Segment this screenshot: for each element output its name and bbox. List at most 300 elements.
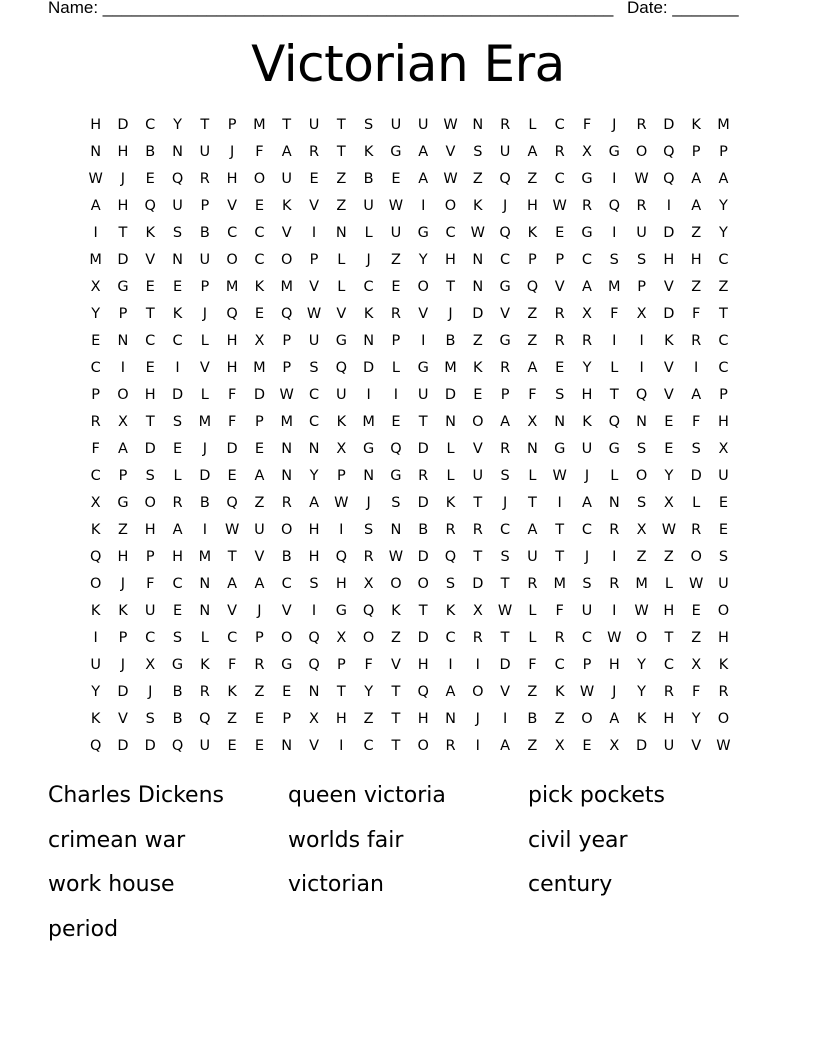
grid-letter: X <box>90 495 101 511</box>
grid-letter: I <box>612 333 617 349</box>
grid-letter: S <box>500 549 510 565</box>
grid-letter: Q <box>308 630 320 646</box>
grid-row <box>82 140 737 167</box>
grid-letter: X <box>254 333 265 349</box>
grid-letter: N <box>172 252 183 268</box>
grid-letter: V <box>336 306 347 322</box>
grid-letter: W <box>470 225 485 241</box>
grid-letter: R <box>554 333 565 349</box>
grid-letter: T <box>473 549 483 565</box>
grid-letter: S <box>555 387 565 403</box>
grid-letter: P <box>200 198 210 214</box>
grid-letter: C <box>90 360 101 376</box>
grid-letter: D <box>117 684 129 700</box>
grid-letter: Y <box>582 360 592 376</box>
grid-letter: J <box>612 684 617 700</box>
grid-letter: K <box>582 414 592 430</box>
grid-letter: L <box>692 495 701 511</box>
grid-letter: P <box>118 630 128 646</box>
grid-letter: E <box>691 603 701 619</box>
grid-letter: V <box>663 360 674 376</box>
grid-letter: K <box>445 603 456 619</box>
word-list-item: civil year <box>528 827 628 853</box>
grid-letter: T <box>391 684 401 700</box>
grid-letter: E <box>254 711 265 727</box>
grid-letter: X <box>90 279 101 295</box>
grid-row <box>82 518 737 545</box>
grid-letter: S <box>172 414 183 430</box>
grid-letter: P <box>145 549 155 565</box>
grid-letter: R <box>199 171 210 187</box>
grid-letter: J <box>502 495 508 511</box>
grid-letter: K <box>391 603 401 619</box>
grid-letter: A <box>527 144 538 160</box>
grid-letter: E <box>254 306 265 322</box>
grid-letter: M <box>608 279 621 295</box>
grid-letter: L <box>173 468 182 484</box>
grid-letter: S <box>364 117 374 133</box>
grid-letter: Q <box>89 738 102 754</box>
grid-letter: V <box>472 441 483 457</box>
grid-letter: C <box>281 576 292 592</box>
grid-letter: X <box>117 414 128 430</box>
grid-letter: E <box>172 279 183 295</box>
grid-letter: R <box>718 684 729 700</box>
grid-letter: L <box>337 279 346 295</box>
grid-letter: X <box>336 630 347 646</box>
grid-letter: I <box>694 360 699 376</box>
grid-letter: Z <box>472 333 483 349</box>
grid-letter: W <box>88 171 103 187</box>
grid-letter: P <box>118 306 128 322</box>
grid-letter: H <box>718 414 729 430</box>
grid-letter: G <box>581 171 593 187</box>
grid-letter: T <box>145 306 155 322</box>
grid-letter: G <box>390 468 402 484</box>
grid-letter: N <box>445 414 456 430</box>
grid-letter: N <box>281 738 293 754</box>
grid-row <box>82 707 737 734</box>
grid-letter: W <box>334 495 349 511</box>
grid-letter: C <box>581 522 593 538</box>
grid-letter: C <box>254 225 265 241</box>
grid-letter: N <box>335 225 347 241</box>
grid-letter: I <box>639 333 644 349</box>
grid-letter: D <box>117 252 129 268</box>
grid-letter: N <box>90 144 102 160</box>
grid-letter: H <box>117 144 129 160</box>
grid-letter: I <box>502 711 508 727</box>
grid-letter: V <box>663 279 674 295</box>
grid-letter: S <box>636 252 647 268</box>
grid-letter: G <box>417 225 429 241</box>
date-field-label: Date: _______ <box>627 0 739 17</box>
grid-letter: L <box>337 252 346 268</box>
grid-letter: R <box>472 522 483 538</box>
grid-letter: X <box>145 657 156 673</box>
grid-row <box>82 167 737 194</box>
grid-letter: T <box>391 738 401 754</box>
grid-letter: K <box>691 117 701 133</box>
grid-letter: A <box>527 522 538 538</box>
grid-letter: C <box>308 414 320 430</box>
grid-letter: J <box>584 468 590 484</box>
grid-letter: H <box>526 198 538 214</box>
grid-letter: G <box>499 279 511 295</box>
header <box>48 0 739 18</box>
grid-letter: B <box>281 549 292 565</box>
grid-letter: Q <box>171 738 184 754</box>
grid-letter: H <box>690 252 702 268</box>
grid-letter: L <box>391 360 400 376</box>
grid-letter: Y <box>309 468 319 484</box>
grid-letter: E <box>718 522 729 538</box>
grid-letter: E <box>582 738 592 754</box>
grid-letter: I <box>175 360 180 376</box>
grid-letter: I <box>475 738 480 754</box>
grid-letter: H <box>335 576 347 592</box>
grid-letter: V <box>390 657 401 673</box>
grid-letter: T <box>118 225 128 241</box>
grid-letter: Q <box>444 549 457 565</box>
grid-letter: U <box>199 144 211 160</box>
grid-letter: C <box>363 279 374 295</box>
grid-letter: L <box>528 117 537 133</box>
grid-letter: O <box>472 414 484 430</box>
grid-letter: T <box>446 279 455 295</box>
grid-letter: B <box>363 171 374 187</box>
grid-letter: A <box>172 522 183 538</box>
grid-letter: D <box>690 468 702 484</box>
grid-letter: D <box>171 387 184 403</box>
grid-row <box>82 572 737 599</box>
grid-letter: S <box>609 252 619 268</box>
grid-letter: S <box>309 360 319 376</box>
grid-letter: Z <box>390 630 401 646</box>
grid-letter: O <box>472 684 484 700</box>
grid-letter: G <box>608 441 620 457</box>
grid-letter: V <box>500 684 511 700</box>
grid-letter: C <box>363 738 374 754</box>
grid-letter: V <box>227 603 238 619</box>
grid-letter: H <box>117 549 129 565</box>
grid-letter: F <box>692 306 701 322</box>
grid-letter: S <box>691 441 701 457</box>
grid-letter: K <box>118 603 128 619</box>
grid-letter: B <box>172 711 183 727</box>
grid-letter: N <box>199 603 211 619</box>
grid-letter: T <box>418 603 428 619</box>
grid-letter: U <box>718 576 729 592</box>
grid-row <box>82 221 737 248</box>
grid-letter: C <box>581 252 593 268</box>
grid-letter: R <box>554 306 565 322</box>
grid-letter: R <box>581 333 593 349</box>
grid-letter: V <box>199 360 210 376</box>
grid-letter: H <box>445 252 456 268</box>
grid-letter: X <box>691 657 702 673</box>
grid-letter: V <box>445 144 456 160</box>
grid-letter: S <box>172 630 183 646</box>
grid-letter: Y <box>173 117 182 133</box>
grid-letter: W <box>388 198 404 214</box>
grid-letter: R <box>445 522 456 538</box>
grid-letter: Z <box>527 306 538 322</box>
grid-letter: P <box>282 360 292 376</box>
grid-letter: U <box>172 198 183 214</box>
grid-letter: Y <box>691 711 701 727</box>
grid-letter: H <box>663 252 675 268</box>
grid-letter: P <box>336 657 346 673</box>
grid-letter: G <box>335 603 347 619</box>
grid-letter: N <box>526 441 538 457</box>
grid-letter: P <box>309 252 319 268</box>
grid-letter: S <box>500 468 510 484</box>
grid-letter: D <box>663 225 675 241</box>
grid-letter: N <box>308 684 320 700</box>
grid-letter: U <box>527 549 538 565</box>
grid-letter: X <box>609 738 620 754</box>
grid-letter: K <box>145 225 155 241</box>
grid-row <box>82 680 737 707</box>
grid-row <box>82 734 737 761</box>
grid-letter: Q <box>171 171 184 187</box>
grid-letter: T <box>200 117 210 133</box>
grid-letter: L <box>200 387 209 403</box>
grid-letter: Y <box>91 684 101 700</box>
grid-letter: C <box>554 117 565 133</box>
grid-letter: W <box>224 522 240 538</box>
grid-letter: I <box>421 198 426 214</box>
grid-letter: R <box>500 441 511 457</box>
grid-letter: Z <box>472 171 483 187</box>
grid-letter: N <box>281 441 293 457</box>
grid-letter: O <box>144 495 156 511</box>
grid-letter: H <box>117 198 129 214</box>
grid-letter: F <box>91 441 100 457</box>
grid-letter: C <box>227 225 238 241</box>
grid-letter: P <box>91 387 101 403</box>
grid-letter: P <box>200 279 210 295</box>
grid-letter: E <box>227 468 237 484</box>
grid-letter: R <box>500 360 511 376</box>
grid-letter: I <box>339 738 344 754</box>
grid-letter: A <box>527 360 538 376</box>
grid-letter: E <box>391 414 401 430</box>
grid-letter: U <box>499 144 511 160</box>
grid-letter: F <box>227 657 237 673</box>
grid-letter: A <box>117 441 128 457</box>
grid-letter: J <box>202 306 207 322</box>
grid-letter: Z <box>636 549 647 565</box>
grid-letter: J <box>120 576 126 592</box>
grid-letter: R <box>390 306 401 322</box>
grid-letter: N <box>390 522 402 538</box>
grid-letter: Q <box>417 684 429 700</box>
grid-letter: W <box>443 171 458 187</box>
grid-row <box>82 248 737 275</box>
word-list-item: worlds fair <box>288 827 404 853</box>
grid-letter: Z <box>254 684 265 700</box>
grid-letter: E <box>254 738 265 754</box>
grid-letter: G <box>171 657 184 673</box>
grid-letter: O <box>444 198 457 214</box>
grid-letter: I <box>639 360 644 376</box>
grid-letter: H <box>226 171 238 187</box>
grid-letter: X <box>718 441 729 457</box>
grid-letter: G <box>117 495 129 511</box>
grid-letter: F <box>528 657 537 673</box>
grid-letter: H <box>417 657 429 673</box>
grid-letter: T <box>418 414 428 430</box>
grid-letter: E <box>473 387 483 403</box>
grid-letter: E <box>555 225 565 241</box>
grid-letter: Y <box>664 468 674 484</box>
grid-letter: Q <box>499 171 511 187</box>
grid-letter: F <box>555 603 564 619</box>
grid-letter: H <box>226 333 238 349</box>
grid-letter: Q <box>308 657 320 673</box>
grid-letter: L <box>664 576 673 592</box>
grid-letter: K <box>336 414 347 430</box>
grid-letter: T <box>391 711 401 727</box>
grid-letter: U <box>581 603 593 619</box>
grid-letter: O <box>253 171 266 187</box>
grid-letter: R <box>581 198 593 214</box>
grid-letter: X <box>582 144 592 160</box>
grid-letter: O <box>281 522 293 538</box>
grid-letter: T <box>500 630 510 646</box>
grid-letter: Q <box>635 387 648 403</box>
grid-letter: R <box>363 549 374 565</box>
grid-letter: W <box>579 684 595 700</box>
grid-letter: A <box>691 171 702 187</box>
grid-letter: W <box>443 117 458 133</box>
grid-row <box>82 383 737 410</box>
grid-letter: D <box>417 441 429 457</box>
grid-letter: S <box>582 576 592 592</box>
grid-letter: V <box>281 603 292 619</box>
grid-letter: P <box>637 279 646 295</box>
grid-letter: T <box>227 549 237 565</box>
grid-letter: K <box>554 684 565 700</box>
grid-letter: E <box>391 279 401 295</box>
grid-letter: P <box>691 144 701 160</box>
grid-letter: V <box>691 738 702 754</box>
grid-letter: Q <box>335 549 348 565</box>
grid-letter: F <box>227 387 237 403</box>
grid-letter: H <box>417 711 429 727</box>
grid-letter: O <box>635 468 648 484</box>
grid-letter: O <box>690 549 702 565</box>
grid-letter: K <box>473 360 483 376</box>
grid-letter: S <box>718 549 729 565</box>
grid-letter: I <box>448 657 453 673</box>
grid-letter: E <box>145 360 155 376</box>
grid-letter: W <box>634 603 649 619</box>
grid-letter: Y <box>637 684 647 700</box>
grid-letter: M <box>89 252 102 268</box>
grid-letter: R <box>308 144 320 160</box>
grid-letter: P <box>582 657 592 673</box>
grid-letter: D <box>636 738 648 754</box>
grid-row <box>82 194 737 221</box>
grid-letter: A <box>281 144 292 160</box>
grid-letter: X <box>663 495 674 511</box>
grid-letter: H <box>90 117 102 133</box>
grid-letter: H <box>226 360 238 376</box>
grid-letter: C <box>500 252 511 268</box>
grid-letter: K <box>90 603 101 619</box>
grid-letter: G <box>499 333 511 349</box>
grid-letter: K <box>636 711 647 727</box>
grid-letter: U <box>390 225 402 241</box>
grid-letter: R <box>445 738 456 754</box>
grid-letter: K <box>363 306 374 322</box>
grid-letter: K <box>227 684 237 700</box>
grid-letter: C <box>172 333 183 349</box>
grid-letter: M <box>253 117 266 133</box>
grid-letter: Q <box>226 306 238 322</box>
grid-letter: U <box>472 468 484 484</box>
grid-letter: M <box>635 576 648 592</box>
grid-letter: M <box>280 279 293 295</box>
letter-grid <box>82 113 737 761</box>
grid-letter: U <box>417 117 429 133</box>
grid-letter: F <box>610 306 619 322</box>
grid-letter: Z <box>691 630 702 646</box>
grid-letter: D <box>663 306 675 322</box>
grid-letter: I <box>612 549 617 565</box>
grid-row <box>82 356 737 383</box>
grid-letter: L <box>200 630 209 646</box>
grid-letter: X <box>636 306 647 322</box>
grid-letter: P <box>500 387 510 403</box>
grid-letter: G <box>281 657 293 673</box>
grid-letter: T <box>336 684 346 700</box>
grid-letter: E <box>282 684 292 700</box>
grid-letter: A <box>582 495 592 511</box>
grid-letter: R <box>609 576 620 592</box>
grid-letter: P <box>118 468 128 484</box>
grid-letter: H <box>663 603 675 619</box>
grid-letter: F <box>528 387 537 403</box>
grid-letter: Y <box>637 657 647 673</box>
grid-letter: D <box>117 738 129 754</box>
grid-row <box>82 275 737 302</box>
grid-letter: D <box>117 117 129 133</box>
grid-letter: Q <box>89 549 102 565</box>
grid-letter: J <box>366 252 371 268</box>
word-list-item: queen victoria <box>288 783 446 808</box>
grid-letter: Z <box>554 711 565 727</box>
grid-row <box>82 464 737 491</box>
grid-letter: R <box>554 144 565 160</box>
grid-row <box>82 653 737 680</box>
grid-letter: Q <box>226 495 238 511</box>
grid-letter: D <box>144 441 156 457</box>
grid-letter: C <box>718 360 729 376</box>
grid-letter: K <box>664 333 674 349</box>
grid-letter: A <box>90 198 101 214</box>
grid-letter: J <box>448 306 453 322</box>
grid-letter: A <box>227 576 238 592</box>
grid-row <box>82 410 737 437</box>
grid-row <box>82 329 737 356</box>
grid-letter: J <box>202 441 207 457</box>
grid-letter: P <box>227 117 237 133</box>
grid-letter: T <box>664 630 674 646</box>
